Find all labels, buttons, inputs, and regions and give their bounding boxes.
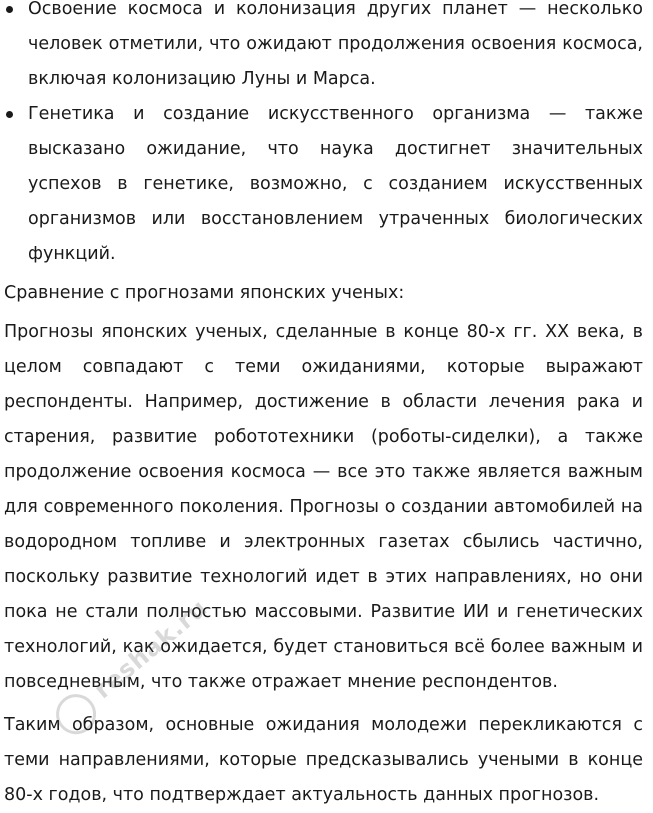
watermark-text: reshak.ru xyxy=(88,593,214,705)
bullet-dot-icon xyxy=(6,111,13,118)
paragraph-comparison: Прогнозы японских ученых, сделанные в конце 80-х гг. XX века, в целом совпадают с теми ожиданиями, которые выражают респонденты. Например, достижение в области лечения рака и старения, развитие робототехники (роботы-сиделки), а также продолжение освоения космоса — все это также является важным для современного поколения. Прогнозы о создании автомобилей на водородном топливе и электронных газетах сбылись частично, поскольку развитие технологий идет в этих направлениях, но они пока не стали полностью массовыми. Развитие ИИ и генетических технологий, как ожидается, будет становиться всё более важным и повседневным, что также отражает мнение респондентов. xyxy=(4,322,643,692)
section-heading: Сравнение с прогнозами японских ученых: xyxy=(4,283,405,303)
bullet-dot-icon xyxy=(6,6,13,13)
bullet-text: Освоение космоса и колонизация других планет — несколько человек отметили, что ожидают продолжения освоения космоса, включая колонизацию Луны и Марса. xyxy=(28,0,643,89)
bullet-text: Генетика и создание искусственного организма — также высказано ожидание, что наука достигнет значительных успехов в генетике, возможно, с созданием искусственных организмов или восстановлением утраченных биологических функций. xyxy=(28,104,643,264)
bullet-list xyxy=(4,0,643,272)
paragraph-conclusion: Таким образом, основные ожидания молодежи перекликаются с теми направлениями, которые предсказывались учеными в конце 80-х годов, что подтверждает актуальность данных прогнозов. xyxy=(4,715,643,805)
bullet-item-genetics xyxy=(4,97,643,272)
bullet-item-space xyxy=(4,0,643,97)
